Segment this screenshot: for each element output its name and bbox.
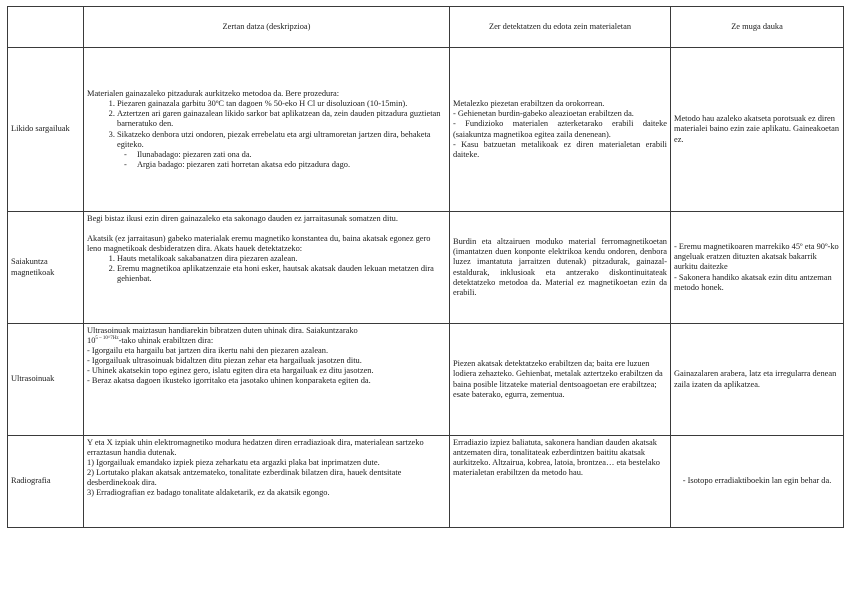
limitation-line: - Eremu magnetikoaren marrekiko 45º eta 90º-ko angeluak eratzen dituzten akatsak bakarrik aurkitu daitezke (674, 242, 839, 272)
limitation-cell: - Isotopo erradiaktiboekin lan egin behar da. (671, 436, 844, 528)
procedure-step: 2. Eremu magnetikoa aplikatzenzaie eta honi esker, hautsak akatsak dauden lekuan metatzen dira gehienbat. (117, 264, 446, 284)
description-line: 1) Igorgailuak emandako izpiek pieza zeharkatu eta argazki plaka bat inprimatzen dute. (87, 458, 380, 468)
table-row (8, 436, 844, 528)
frequency-tail: -tako uhinak erabiltzen dira: (118, 336, 214, 346)
detection-line: - Gehienetan burdin-gabeko aleazioetan erabiltzen da. (453, 109, 634, 119)
limitation-cell: Metodo hau azaleko akatseta porotsuak ez diren materialei baino ezin zaie aplikatu. Gaineakoetan ez. (671, 48, 844, 212)
limitation-line: - Sakonera handiko akatsak ezin ditu antzeman metodo honek. (674, 272, 832, 292)
detection-cell: Erradiazio izpiez baliatuta, sakonera handian dauden akatsak antzematen dira, tonalitateak ezberdintzen baititu akatsak aurkitzeko. Altzairua, kobrea, latoia, brontzea… eta bestelako materialetan erabiltzen da metodo hau. (450, 436, 671, 528)
header-description: Zertan datza (deskripzioa) (84, 7, 450, 48)
table-row (8, 324, 844, 436)
description-cell (84, 436, 450, 528)
frequency-base: 10 (87, 336, 96, 346)
description-line: - Beraz akatsa dagoen ikusteko igorritako eta jasotako uhinen konparaketa egiten da. (87, 376, 371, 386)
method-name: Radiografia (8, 436, 84, 528)
description-line: - Igorgailuak ultrasoinuak bidaltzen ditu piezan zehar eta hargailuak jasotzen ditu. (87, 356, 362, 366)
procedure-step: 1. Piezaren gainazala garbitu 30ºC tan dagoen % 50-eko H Cl ur disoluzioan (10-15min). (117, 99, 446, 109)
result-item: - Argia badago: piezaren zati horretan akatsa edo pitzadura dago. (137, 160, 446, 170)
method-name: Likido sargailuak (8, 48, 84, 212)
result-list (87, 150, 446, 170)
comparison-table (7, 6, 844, 528)
description-paragraph: Akatsik (ez jarraitasun) gabeko materialak eremu magnetiko konstantea du, baina akatsak egonez gero leno magnetikoak desbideratzen dira. Akats hauek detektatzeko: (87, 234, 431, 254)
detection-cell: Piezen akatsak detektatzeko erabiltzen da; baita ere luzuen lodiera zehazteko. Gehienbat, metalak aztertzeko erabiltzen da baina posible litzateke material dentsoagoetan ere erabiltzea; esate baterako, egurra, zementua. (450, 324, 671, 436)
description-paragraph: Begi bistaz ikusi ezin diren gainazaleko eta sakonago dauden ez jarraitasunak somatzen ditu. (87, 214, 398, 223)
procedure-step: 1. Hauts metalikoak sakabanatzen dira piezaren azalean. (117, 254, 446, 264)
description-line: 2) Lortutako plakan akatsak antzemateko, tonalitate ezberdinak bilatzen dira, hauek dentsitate desberdinekoak dira. (87, 468, 402, 488)
detection-line: Metalezko piezetan erabiltzen da orokorrean. (453, 99, 605, 109)
procedure-steps (87, 254, 446, 284)
limitation-cell: Gainazalaren arabera, latz eta irregularra denean zaila izaten da aplikatzea. (671, 324, 844, 436)
frequency-exponent: 5 – 10^7Hz (95, 336, 119, 342)
detection-line: - Kasu batzuetan metalikoak ez diren materialetan erabili daiteke. (453, 139, 667, 159)
method-name: Saiakuntza magnetikoak (8, 212, 84, 324)
description-line: Y eta X izpiak uhin elektromagnetiko modura hedatzen diren erradiazioak dira, materialean sartzeko erraztasun handia dutenak. (87, 438, 424, 458)
procedure-step: 3. Sikatzeko denbora utzi ondoren, piezak errebelatu eta argi ultramoretan jartzen dira, behaketa egiteko. (117, 130, 446, 150)
description-intro: Materialen gainazaleko pitzadurak aurkitzeko metodoa da. Bere prozedura: (87, 89, 340, 99)
header-limitation: Ze muga dauka (671, 7, 844, 48)
limitation-cell (671, 212, 844, 324)
procedure-step: 2. Aztertzen ari garen gainazalean likido sarkor bat aplikatzean da, zein dauden pitzadura guztietan barneratuko den. (117, 109, 446, 129)
table-row (8, 212, 844, 324)
description-line: - Uhinek akatsekin topo eginez gero, islatu egiten dira eta hargailuak ez ditu jasotzen. (87, 366, 374, 376)
description-line: - Igorgailu eta hargailu bat jartzen dira ikertu nahi den piezaren azalean. (87, 346, 329, 356)
method-name: Ultrasoinuak (8, 324, 84, 436)
result-item: - Ilunabadago: piezaren zati ona da. (137, 150, 446, 160)
header-empty (8, 7, 84, 48)
procedure-steps (87, 99, 446, 149)
description-line (87, 336, 446, 346)
description-cell (84, 324, 450, 436)
detection-line: - Fundizioko materialen azterketarako erabili daiteke (saiakuntza magnetikoa egitea zaila denenean). (453, 119, 667, 139)
description-line: Ultrasoinuak maiztasun handiarekin bibratzen duten uhinak dira. Saiakuntzarako (87, 326, 358, 335)
description-cell (84, 48, 450, 212)
table-row (8, 48, 844, 212)
header-detection: Zer detektatzen du edota zein materialetan (450, 7, 671, 48)
detection-cell (450, 48, 671, 212)
description-cell (84, 212, 450, 324)
description-line: 3) Erradiografian ez badago tonalitate aldaketarik, ez da akatsik egongo. (87, 488, 330, 498)
detection-cell: Burdin eta altzairuen moduko material ferromagnetikoetan (imantatzen duen konponte elektrikoa kendu ondoren, denbora luzez imantatuta jarraitzen dutenak) pitzadurak, gainazal-estaldurak, inklusioak eta antzerako diskontinuitateak detektatzeko metodoa da. Material ez magnetikoetan ezin da erabili. (450, 212, 671, 324)
header-row (8, 7, 844, 48)
